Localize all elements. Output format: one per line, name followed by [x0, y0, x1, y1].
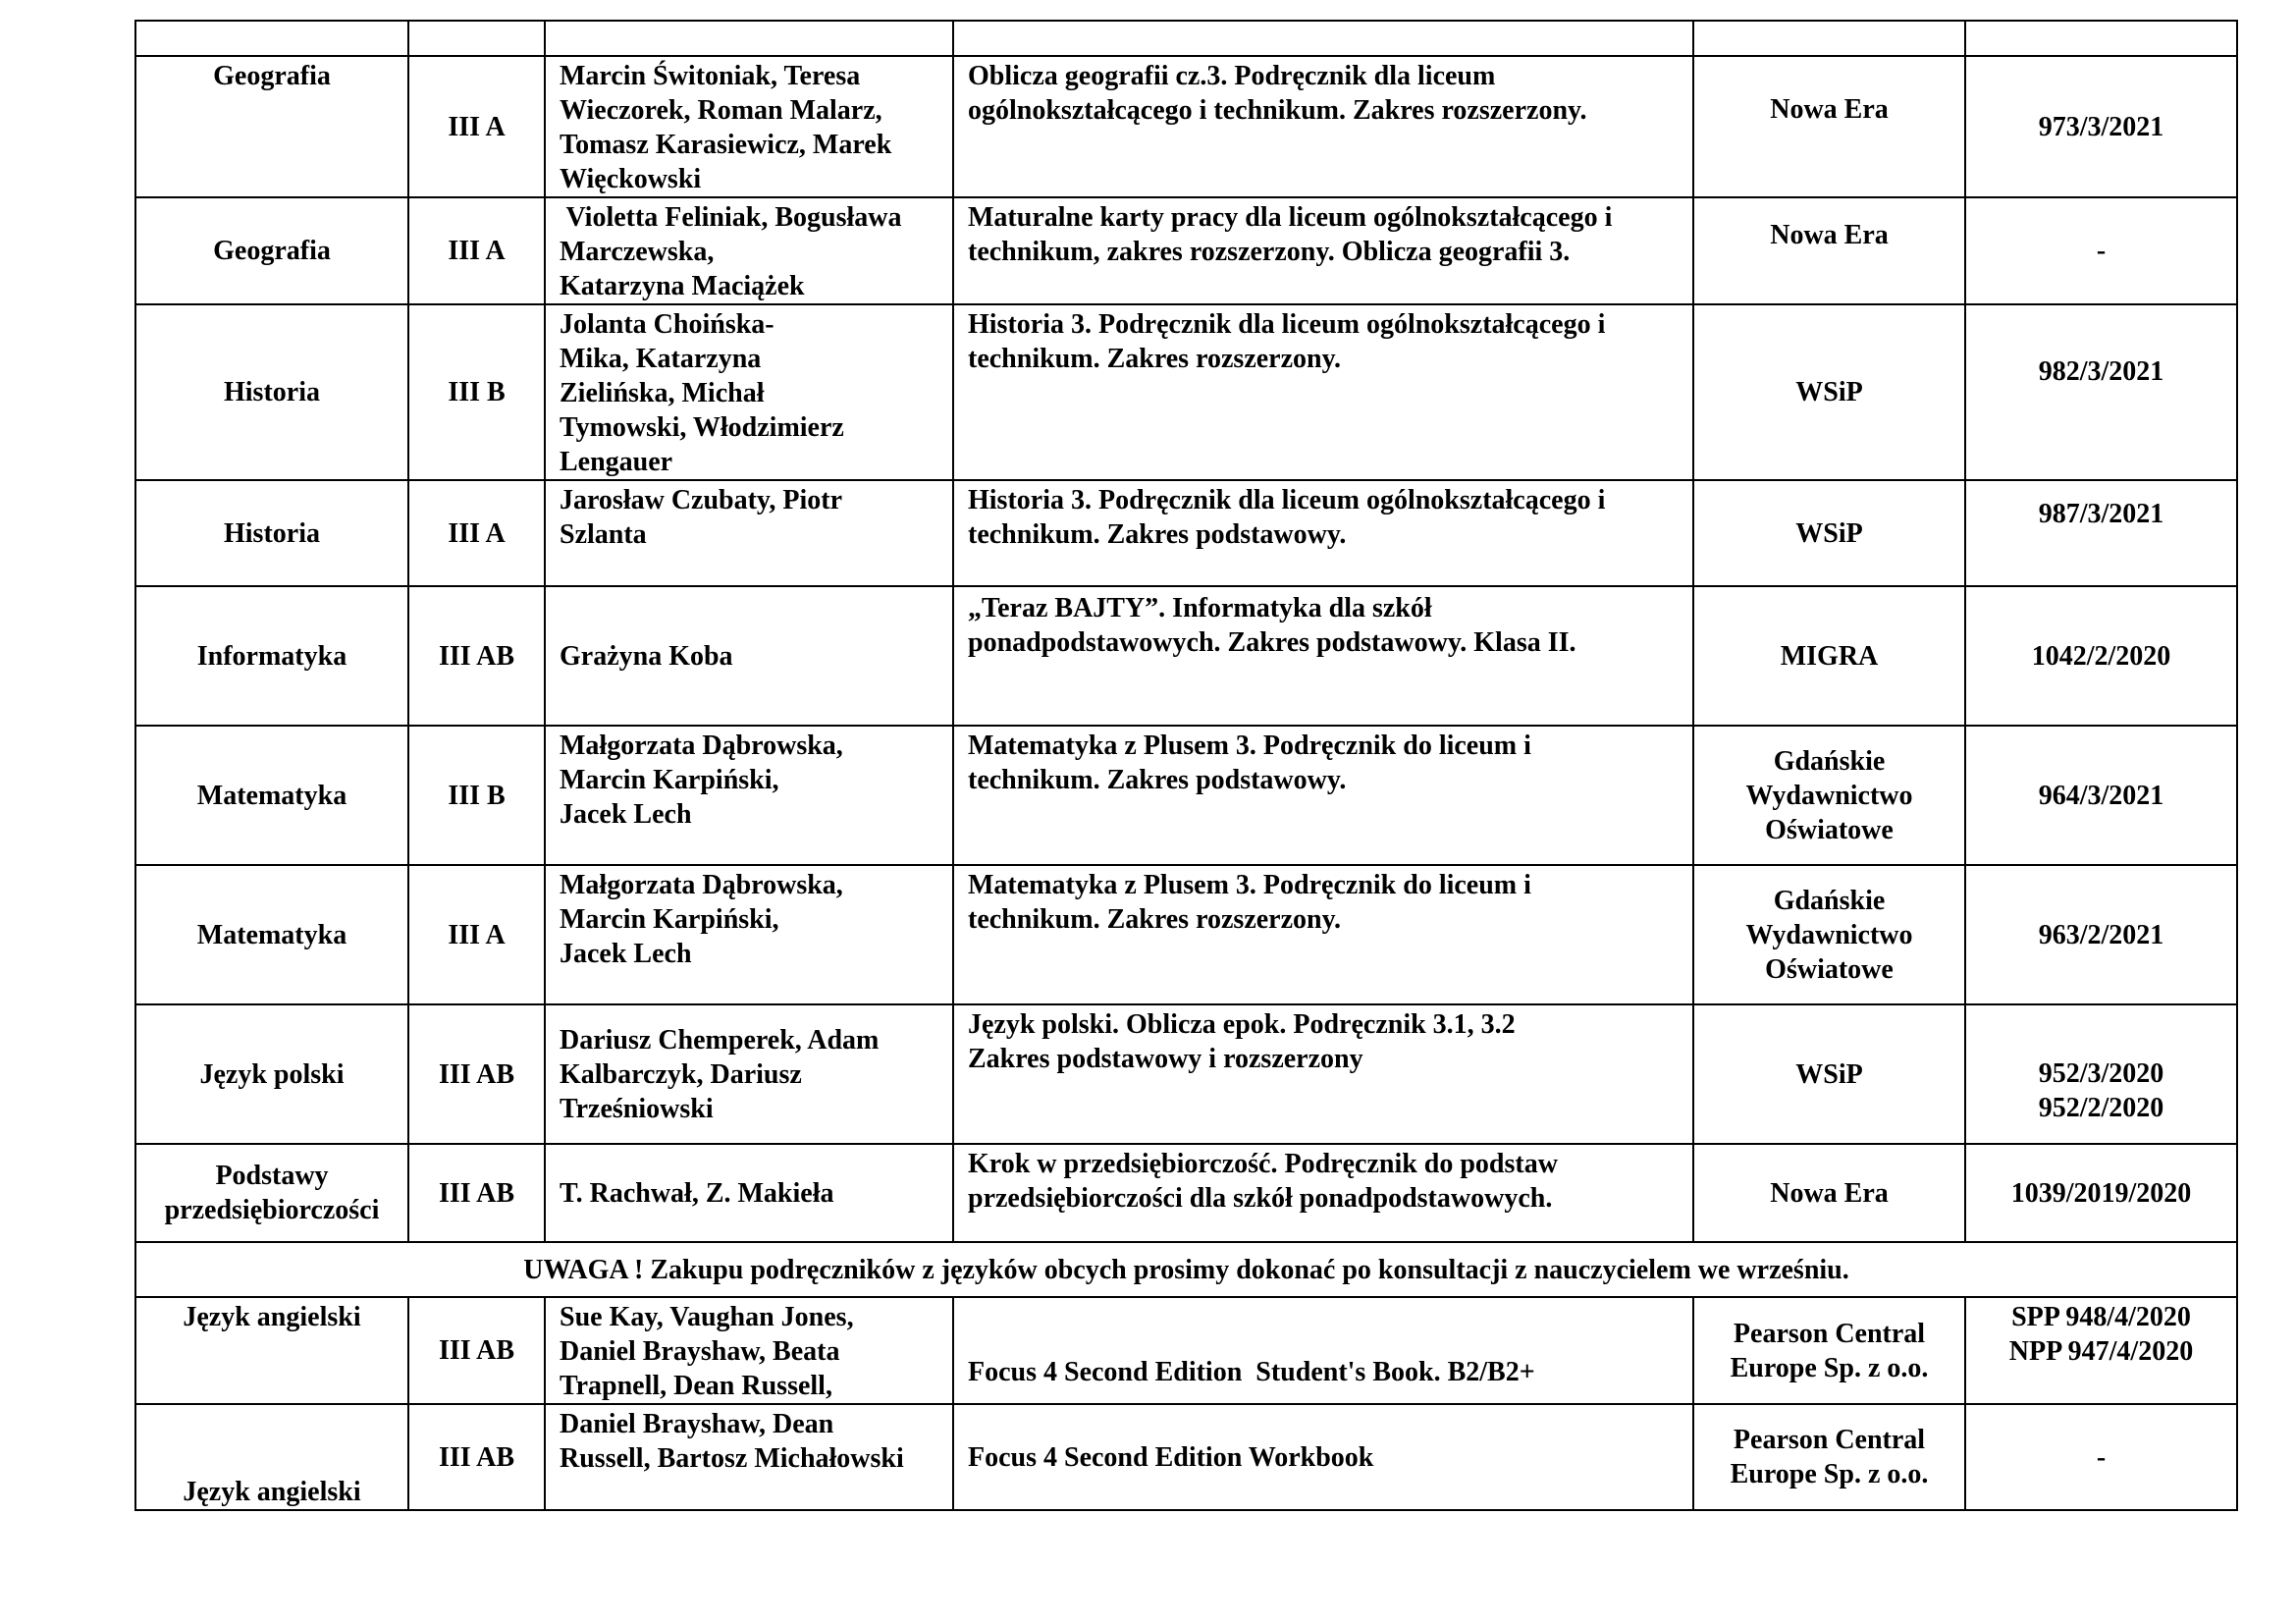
notice-row: [135, 1242, 2237, 1297]
table-row-empty: [135, 21, 2237, 56]
subject-cell: Język angielski: [135, 1404, 408, 1510]
table-row: [135, 56, 2237, 197]
class-cell: III A: [408, 56, 545, 197]
table-row: [135, 1404, 2237, 1510]
class-cell: III B: [408, 726, 545, 865]
class-cell: III B: [408, 304, 545, 480]
approval-number-cell: 973/3/2021: [1965, 56, 2237, 197]
publisher-cell: Gdańskie Wydawnictwo Oświatowe: [1693, 865, 1965, 1004]
class-cell: III A: [408, 197, 545, 304]
title-cell: Historia 3. Podręcznik dla liceum ogólnokształcącego i technikum. Zakres podstawowy.: [953, 480, 1693, 586]
title-cell: Focus 4 Second Edition Workbook: [953, 1404, 1693, 1510]
subject-cell: Historia: [135, 304, 408, 480]
authors-cell: Violetta Feliniak, Bogusława Marczewska, Katarzyna Maciążek: [545, 197, 953, 304]
subject-cell: Historia: [135, 480, 408, 586]
approval-number-cell: 1042/2/2020: [1965, 586, 2237, 726]
table-row: [135, 586, 2237, 726]
approval-number-cell: 1039/2019/2020: [1965, 1144, 2237, 1242]
class-cell: III AB: [408, 586, 545, 726]
subject-cell: Geografia: [135, 56, 408, 197]
table-row: [135, 480, 2237, 586]
title-cell: Historia 3. Podręcznik dla liceum ogólnokształcącego i technikum. Zakres rozszerzony.: [953, 304, 1693, 480]
subject-cell: Język angielski: [135, 1297, 408, 1404]
authors-cell: Dariusz Chemperek, Adam Kalbarczyk, Dariusz Trześniowski: [545, 1004, 953, 1144]
authors-cell: Małgorzata Dąbrowska, Marcin Karpiński, Jacek Lech: [545, 865, 953, 1004]
approval-number-cell: SPP 948/4/2020 NPP 947/4/2020: [1965, 1297, 2237, 1404]
title-cell: „Teraz BAJTY”. Informatyka dla szkół ponadpodstawowych. Zakres podstawowy. Klasa II.: [953, 586, 1693, 726]
approval-number-cell: 982/3/2021: [1965, 304, 2237, 480]
publisher-cell: Nowa Era: [1693, 1144, 1965, 1242]
publisher-cell: MIGRA: [1693, 586, 1965, 726]
authors-cell: Jarosław Czubaty, Piotr Szlanta: [545, 480, 953, 586]
subject-cell: Geografia: [135, 197, 408, 304]
table-row: [135, 1144, 2237, 1242]
publisher-cell: Pearson Central Europe Sp. z o.o.: [1693, 1297, 1965, 1404]
publisher-cell: Gdańskie Wydawnictwo Oświatowe: [1693, 726, 1965, 865]
approval-number-cell: 987/3/2021: [1965, 480, 2237, 586]
approval-number-cell: -: [1965, 197, 2237, 304]
authors-cell: T. Rachwał, Z. Makieła: [545, 1144, 953, 1242]
class-cell: III A: [408, 865, 545, 1004]
subject-cell: Podstawy przedsiębiorczości: [135, 1144, 408, 1242]
subject-cell: Matematyka: [135, 726, 408, 865]
publisher-cell: Pearson Central Europe Sp. z o.o.: [1693, 1404, 1965, 1510]
cell-empty: [953, 21, 1693, 56]
class-cell: III A: [408, 480, 545, 586]
publisher-cell: WSiP: [1693, 304, 1965, 480]
cell-empty: [1693, 21, 1965, 56]
table-row: [135, 865, 2237, 1004]
approval-number-cell: 964/3/2021: [1965, 726, 2237, 865]
authors-cell: Marcin Świtoniak, Teresa Wieczorek, Roman Malarz, Tomasz Karasiewicz, Marek Więckowski: [545, 56, 953, 197]
cell-empty: [135, 21, 408, 56]
title-cell: Maturalne karty pracy dla liceum ogólnokształcącego i technikum, zakres rozszerzony. Oblicza geografii 3.: [953, 197, 1693, 304]
table-row: [135, 197, 2237, 304]
authors-cell: Jolanta Choińska- Mika, Katarzyna Zielińska, Michał Tymowski, Włodzimierz Lengauer: [545, 304, 953, 480]
title-cell: Krok w przedsiębiorczość. Podręcznik do podstaw przedsiębiorczości dla szkół ponadpodstawowych.: [953, 1144, 1693, 1242]
subject-cell: Język polski: [135, 1004, 408, 1144]
authors-cell: Sue Kay, Vaughan Jones, Daniel Brayshaw, Beata Trapnell, Dean Russell,: [545, 1297, 953, 1404]
class-cell: III AB: [408, 1404, 545, 1510]
cell-empty: [408, 21, 545, 56]
notice-text: UWAGA ! Zakupu podręczników z języków obcych prosimy dokonać po konsultacji z nauczycielem we wrześniu.: [135, 1242, 2237, 1297]
approval-number-cell: -: [1965, 1404, 2237, 1510]
publisher-cell: WSiP: [1693, 1004, 1965, 1144]
title-cell: Język polski. Oblicza epok. Podręcznik 3.1, 3.2 Zakres podstawowy i rozszerzony: [953, 1004, 1693, 1144]
cell-empty: [1965, 21, 2237, 56]
table-row: [135, 726, 2237, 865]
title-cell: Oblicza geografii cz.3. Podręcznik dla liceum ogólnokształcącego i technikum. Zakres rozszerzony.: [953, 56, 1693, 197]
table-row: [135, 1297, 2237, 1404]
authors-cell: Grażyna Koba: [545, 586, 953, 726]
approval-number-cell: 963/2/2021: [1965, 865, 2237, 1004]
publisher-cell: Nowa Era: [1693, 197, 1965, 304]
textbook-table: [134, 20, 2238, 1511]
authors-cell: Małgorzata Dąbrowska, Marcin Karpiński, Jacek Lech: [545, 726, 953, 865]
publisher-cell: Nowa Era: [1693, 56, 1965, 197]
class-cell: III AB: [408, 1004, 545, 1144]
title-cell: Matematyka z Plusem 3. Podręcznik do liceum i technikum. Zakres rozszerzony.: [953, 865, 1693, 1004]
subject-cell: Informatyka: [135, 586, 408, 726]
title-cell: Matematyka z Plusem 3. Podręcznik do liceum i technikum. Zakres podstawowy.: [953, 726, 1693, 865]
authors-cell: Daniel Brayshaw, Dean Russell, Bartosz Michałowski: [545, 1404, 953, 1510]
approval-number-cell: 952/3/2020 952/2/2020: [1965, 1004, 2237, 1144]
class-cell: III AB: [408, 1297, 545, 1404]
publisher-cell: WSiP: [1693, 480, 1965, 586]
class-cell: III AB: [408, 1144, 545, 1242]
title-cell: Focus 4 Second Edition Student's Book. B2/B2+: [953, 1297, 1693, 1404]
table-row: [135, 304, 2237, 480]
table-row: [135, 1004, 2237, 1144]
cell-empty: [545, 21, 953, 56]
subject-cell: Matematyka: [135, 865, 408, 1004]
